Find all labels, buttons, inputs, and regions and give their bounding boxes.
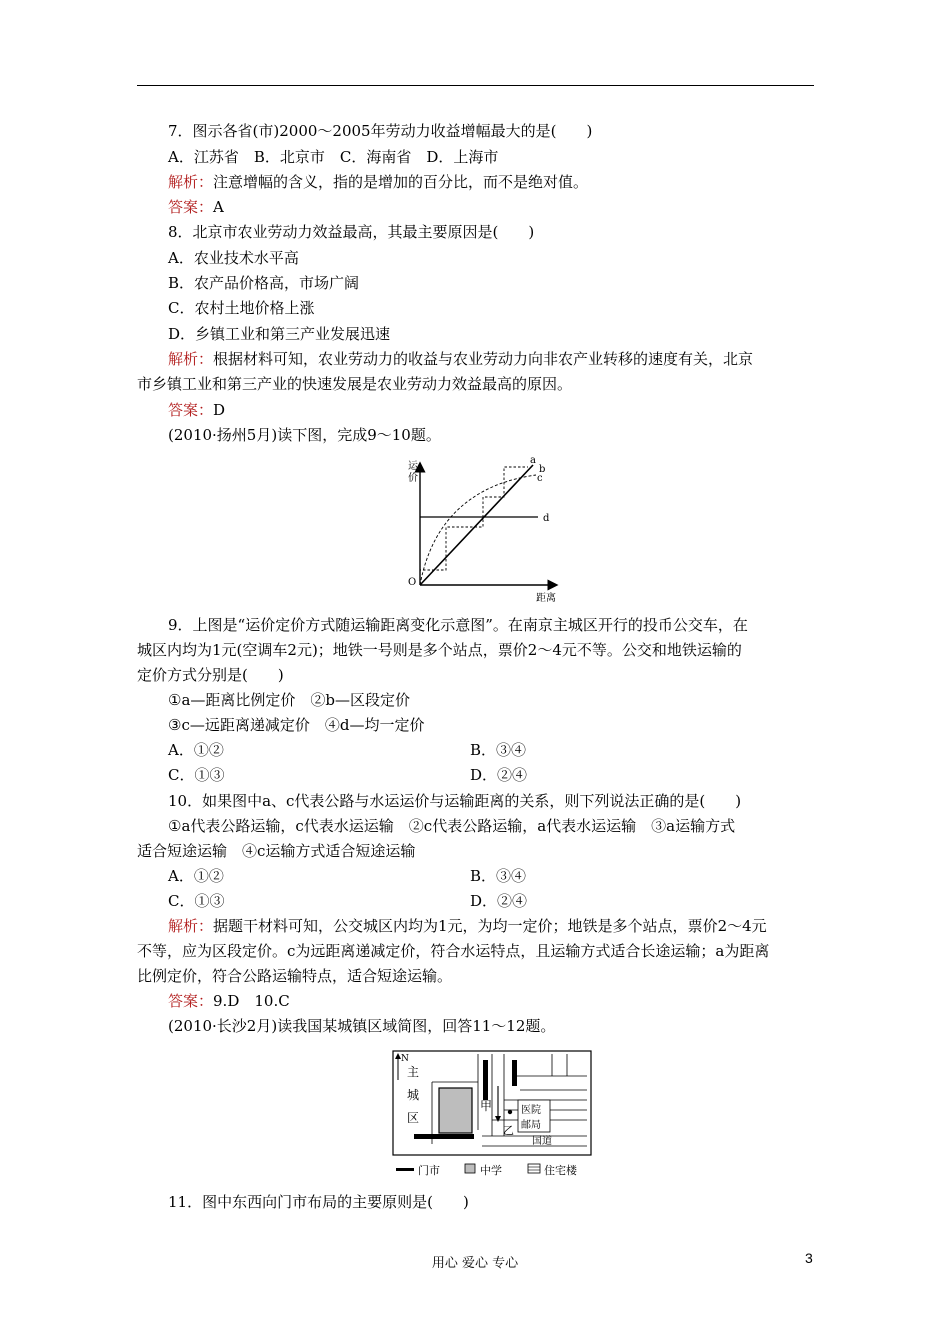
q10-option-b: B．③④ [470,867,527,885]
q8-answer-text: D [213,401,226,419]
intro-9-10: (2010·扬州5月)读下图，完成9～10题。 [168,426,441,444]
answer-label: 答案： [168,198,214,216]
q8-option-b: B．农产品价格高，市场广阔 [168,274,360,292]
header-rule [137,85,814,86]
legend-school-label: 中学 [480,1164,502,1177]
q8-analysis-line-1: 根据材料可知，农业劳动力的收益与农业劳动力向非农产业转移的速度有关，北京 [213,350,754,368]
legend-housing-label: 住宅楼 [544,1164,577,1177]
curve-c-line [420,475,536,585]
q9-option-b: B．③④ [470,741,527,759]
curve-a-label: a [530,455,536,466]
origin-label: O [408,577,417,588]
q7-stem: 7．图示各省(市)2000～2005年劳动力收益增幅最大的是( ) [168,122,593,140]
footer-text: 用心 爱心 专心 [431,1256,519,1271]
location-dot [508,1110,512,1114]
q10-answer-text: 9.D 10.C [213,992,290,1010]
q10-stem: 10．如果图中a、c代表公路与水运运价与运输距离的关系，则下列说法正确的是( ) [168,792,742,810]
q10-option-a: A．①② [168,867,224,885]
q7-options: A．江苏省 B．北京市 C．海南省 D．上海市 [168,148,499,166]
curve-d-label: d [543,513,550,524]
q8-option-c: C．农村土地价格上涨 [168,299,315,317]
answer-label: 答案： [168,401,214,419]
q8-option-a: A．农业技术水平高 [168,249,299,267]
q9-items-1-2: ①a—距离比例定价 ②b—区段定价 [168,691,410,709]
curve-a-line [420,465,533,585]
q11-stem: 11．图中东西向门市布局的主要原则是( ) [168,1193,469,1211]
q9-option-d: D．②④ [470,766,528,784]
x-axis-label: 距离 [536,593,556,604]
q9-option-c: C．①③ [168,766,225,784]
q8-analysis-line-2: 市乡镇工业和第三产业的快速发展是农业劳动力效益最高的原因。 [137,375,573,393]
q8-answer [168,400,225,420]
q10-items-line-1: ①a代表公路运输，c代表水运运输 ②c代表公路运输，a代表水运运输 ③a运输方式 [168,817,736,835]
curve-b-label: b [539,464,546,475]
school-block [439,1088,472,1133]
legend-shop-swatch [396,1168,414,1171]
national-road-label: 国道 [532,1136,552,1147]
shop-horizontal [414,1134,474,1139]
q8-stem: 8．北京市农业劳动力效益最高，其最主要原因是( ) [168,223,535,241]
q10-analysis [168,916,767,936]
q9-option-a: A．①② [168,741,224,759]
intro-11-12: (2010·长沙2月)读我国某城镇区域简图，回答11～12题。 [168,1017,556,1035]
q7-analysis [168,172,588,192]
answer-label: 答案： [168,992,214,1010]
q9-items-3-4: ③c—远距离递减定价 ④d—均一定价 [168,716,425,734]
legend-school-swatch [465,1164,475,1173]
town-map-figure [392,1050,594,1182]
q9-stem-line-2: 城区内均为1元(空调车2元)；地铁一号则是多个站点，票价2～4元不等。公交和地铁运输的 [137,641,742,659]
legend-shop-label: 门市 [418,1164,440,1177]
label-yi: 乙 [503,1124,514,1137]
zone-label-3: 区 [407,1111,420,1125]
q10-items-line-2: 适合短途运输 ④c运输方式适合短途运输 [137,842,416,860]
q7-answer-text: A [213,198,224,216]
q7-answer [168,197,224,217]
q10-option-d: D．②④ [470,892,528,910]
q10-option-c: C．①③ [168,892,225,910]
analysis-label: 解析： [168,173,214,191]
q8-analysis [168,349,753,369]
shop-vertical-1 [483,1060,488,1100]
q8-option-d: D．乡镇工业和第三产业发展迅速 [168,325,391,343]
shop-vertical-2 [512,1060,517,1086]
q10-answer [168,991,290,1011]
y-axis-label-2: 价 [408,473,418,484]
y-axis-label-1: 运 [408,461,418,472]
q10-analysis-line-3: 比例定价，符合公路运输特点，适合短途运输。 [137,967,453,985]
zone-label-1: 主 [407,1065,420,1079]
label-jia: 甲 [480,1099,493,1113]
hospital-label: 医院 [521,1105,541,1116]
analysis-label: 解析： [168,917,214,935]
q7-analysis-text: 注意增幅的含义，指的是增加的百分比，而不是绝对值。 [213,173,589,191]
north-label: N [401,1054,409,1064]
post-office-label: 邮局 [521,1120,541,1131]
zone-label-2: 城 [407,1088,420,1102]
curve-c-label: c [537,473,543,484]
analysis-label: 解析： [168,350,214,368]
q10-analysis-line-1: 据题干材料可知，公交城区内均为1元，为均一定价；地铁是多个站点，票价2～4元 [213,917,767,935]
q9-stem-line-1: 9．上图是“运价定价方式随运输距离变化示意图”。在南京主城区开行的投币公交车，在 [168,616,748,634]
q10-analysis-line-2: 不等，应为区段定价。c为远距离递减定价，符合水运特点，且运输方式适合长途运输；a为距离 [137,942,770,960]
q9-stem-line-3: 定价方式分别是( ) [137,666,284,684]
page-number: 3 [805,1250,813,1266]
freight-pricing-figure [398,455,568,605]
legend-housing-swatch [528,1164,540,1173]
